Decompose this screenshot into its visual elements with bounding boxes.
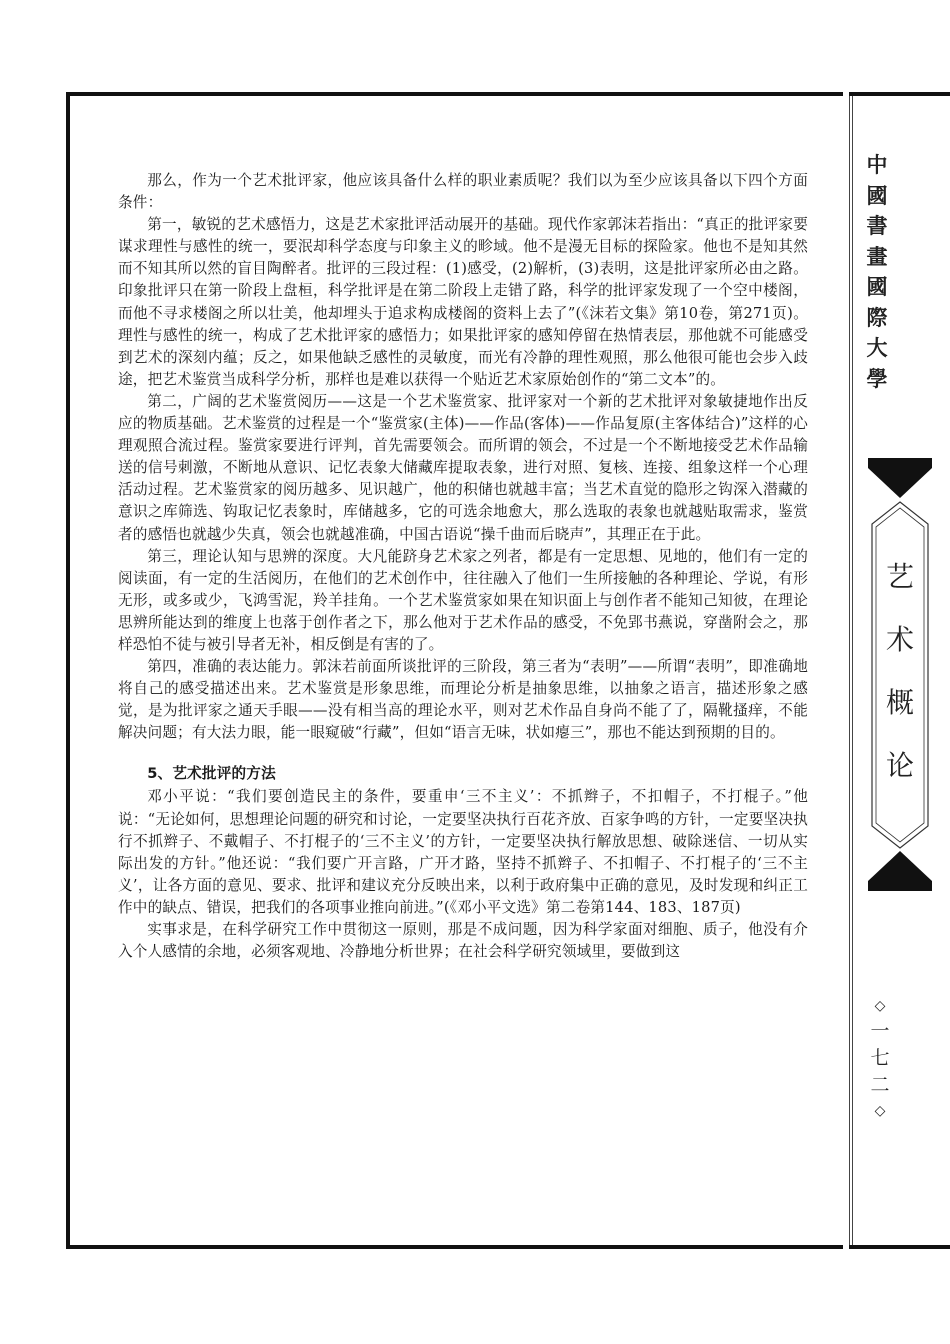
paragraph: 实事求是，在科学研究工作中贯彻这一原则，那是不成问题，因为科学家面对细胞、质子，他没有介入个人感情的余地，必须客观地、冷静地分析世界；在社会科学研究领域里，要做到这: [118, 921, 808, 961]
paragraph: 邓小平说：“我们要创造民主的条件，要重申‘三不主义’：不抓辫子，不扣帽子，不打棍子。”他说：“无论如何，思想理论问题的研究和讨论，一定要坚决执行百花齐放、百家争鸣的方针，一定要坚决执行不抓辫子、不戴帽子、不打棍子的‘三不主义’的方针，一定要坚决执行解放思想、破除迷信、一切从实际出发的方针。”他还说：“我们要广开言路，广开才路，坚持不抓辫子、不扣帽子、不打棍子的‘三不主义’，让各方面的意见、要求、批评和建议充分反映出来，以利于政府集中正确的意见，及时发现和纠正工作中的缺点、错误，把我们的各项事业推向前进。”(《邓小平文选》第二卷第144、183、187页): [118, 788, 808, 916]
paragraph: 那么，作为一个艺术批评家，他应该具备什么样的职业素质呢？我们以为至少应该具备以下四个方面条件：: [118, 172, 808, 212]
sidebar-rule: [849, 92, 850, 1249]
page-number: ◇ 一 七 二 ◇: [860, 994, 900, 1123]
paragraph: 第二，广阔的艺术鉴赏阅历——这是一个艺术鉴赏家、批评家对一个新的艺术批评对象敏捷地作出反应的物质基础。艺术鉴赏的过程是一个“鉴赏家(主体)——作品(客体)——作品复原(主客体结合)”这样的心理观照合流过程。鉴赏家要进行评判，首先需要领会。而所谓的领会，不过是一个不断地接受艺术作品输送的信号刺激，不断地从意识、记忆表象大储藏库提取表象，进行对照、复核、连接、组象这样一个心理活动过程。艺术鉴赏家的阅历越多、见识越广，他的积储也就越丰富；当艺术直觉的隐形之钩深入潜藏的意识之库筛选、钩取记忆表象时，库储越多，它的可选余地愈大，那么选取的表象也就越贴取需求，鉴赏者的感悟也就越少失真，领会也就越准确，中国古语说“操千曲而后晓声”，其理正在于此。: [118, 392, 808, 543]
page-body: [118, 170, 808, 963]
diamond-icon: ◇: [874, 998, 886, 1014]
sidebar-bottom-rule: [849, 1245, 950, 1249]
book-title: 艺 术 概 论: [885, 560, 914, 782]
paragraph: 第四，准确的表达能力。郭沫若前面所谈批评的三阶段，第三者为“表明”——所谓“表明”，即准确地将自己的感受描述出来。艺术鉴赏是形象思维，而理论分析是抽象思维，以抽象之语言，描述形象之感觉，是为批评家之通天手眼——没有相当高的理论水平，则对艺术作品自身尚不能了了，隔靴搔痒，不能解决问题；有大法力眼，能一眼窥破“行藏”，但如“语言无味，状如瘪三”，那也不能达到预期的目的。: [118, 658, 808, 742]
series-title: 中 國 書 畫 國 際 大 學: [866, 152, 888, 391]
section-heading: 5、艺术批评的方法: [147, 765, 276, 783]
sidebar-rule-inner: [852, 92, 853, 1249]
paragraph: 第一，敏锐的艺术感悟力，这是艺术家批评活动展开的基础。现代作家郭沫若指出：“真正的批评家要谋求理性与感性的统一，要泯却科学态度与印象主义的畛域。他不是漫无目标的探险家。他也不是知其然而不知其所以然的盲目陶醉者。批评的三段过程：(1)感受，(2)解析，(3)表明，这是批评家所必由之路。印象批评只在第一阶段上盘桓，科学批评是在第二阶段上走错了路，科学的批评家发现了一个空中楼阁，而他不寻求楼阁之所以壮美，他却埋头于追求构成楼阁的资料上去了”(《沫若文集》第10卷，第271页)。理性与感性的统一，构成了艺术批评家的感悟力；如果批评家的感知停留在热情表层，那他就不可能感受到艺术的深刻内蕴；反之，如果他缺乏感性的灵敏度，而光有冷静的理性观照，那么他很可能也会步入歧途，把艺术鉴赏当成科学分析，那样也是难以获得一个贴近艺术家原始创作的“第二文本”的。: [118, 216, 808, 388]
sidebar-top-rule: [849, 92, 950, 96]
paragraph: 第三，理论认知与思辨的深度。大凡能跻身艺术家之列者，都是有一定思想、见地的，他们有一定的阅读面，有一定的生活阅历，在他们的艺术创作中，往往融入了他们一生所接触的各种理论、学说，有形无形，或多或少，飞鸿雪泥，羚羊挂角。一个艺术鉴赏家如果在知识面上与创作者不能知己知彼，在理论思辨所能达到的维度上也落于创作者之下，那么他对于艺术作品的感受，不免郢书燕说，穿凿附会之，那样恐怕不徒与被引导者无补，相反倒是有害的了。: [118, 547, 808, 653]
diamond-icon: ◇: [874, 1103, 886, 1119]
